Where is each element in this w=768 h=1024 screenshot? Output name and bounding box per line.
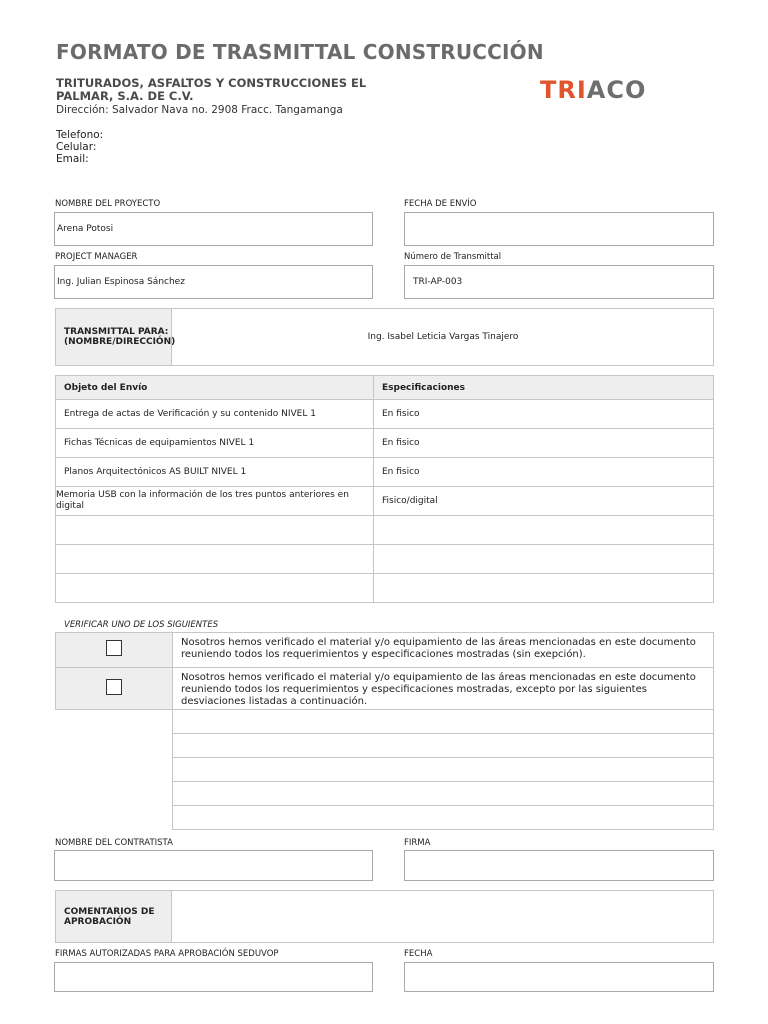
table-cell[interactable]: [56, 574, 374, 603]
verify-option-row-2: [56, 668, 714, 710]
table-row: [56, 574, 714, 603]
project-name-label: NOMBRE DEL PROYECTO: [55, 199, 161, 209]
table-row: [56, 487, 714, 516]
table-header-row: [56, 376, 714, 400]
email-label: Email:: [56, 153, 89, 165]
table-row: [56, 516, 714, 545]
deviation-spacer: [56, 710, 173, 734]
verification-table: [55, 632, 714, 830]
authorized-signatures-field[interactable]: [54, 962, 373, 992]
table-cell[interactable]: [374, 545, 714, 574]
deviation-spacer: [56, 758, 173, 782]
table-cell[interactable]: [374, 516, 714, 545]
deviation-row: [56, 710, 714, 734]
deviation-spacer: [56, 782, 173, 806]
table-cell[interactable]: En fisico: [374, 429, 714, 458]
page-title: FORMATO DE TRASMITTAL CONSTRUCCIÓN: [56, 40, 544, 64]
column-header-specs: Especificaciones: [374, 376, 714, 400]
deviation-spacer: [56, 806, 173, 830]
deviation-line-3[interactable]: [173, 758, 714, 782]
items-table: [55, 375, 714, 603]
deviation-row: [56, 758, 714, 782]
deviation-row: [56, 734, 714, 758]
project-manager-label: PROJECT MANAGER: [55, 252, 138, 262]
verify-checkbox-cell-1: [56, 633, 173, 668]
deviation-line-5[interactable]: [173, 806, 714, 830]
table-row: [56, 429, 714, 458]
verify-checkbox-2[interactable]: [106, 679, 122, 695]
signature-field[interactable]: [404, 850, 714, 881]
transmittal-to-field[interactable]: [172, 308, 714, 366]
approval-comments-label-line2: APROBACIÓN: [64, 916, 132, 927]
contractor-name-label: NOMBRE DEL CONTRATISTA: [55, 838, 173, 848]
table-cell[interactable]: Entrega de actas de Verificación y su contenido NIVEL 1: [56, 400, 374, 429]
company-name: [56, 77, 396, 103]
send-date-label: FECHA DE ENVÍO: [404, 199, 477, 209]
table-cell[interactable]: [56, 545, 374, 574]
table-cell[interactable]: Fisico/digital: [374, 487, 714, 516]
deviation-row: [56, 806, 714, 830]
project-name-field[interactable]: [54, 212, 373, 246]
table-cell[interactable]: En fisico: [374, 400, 714, 429]
transmittal-to-label-line2: (NOMBRE/DIRECCIÓN): [64, 337, 176, 347]
company-name-line2: PALMAR, S.A. DE C.V.: [56, 89, 194, 103]
deviation-spacer: [56, 734, 173, 758]
transmittal-number-value: TRI-AP-003: [413, 277, 463, 287]
deviation-line-4[interactable]: [173, 782, 714, 806]
table-row: [56, 458, 714, 487]
verify-option-1-text: Nosotros hemos verificado el material y/o equipamiento de las áreas mencionadas en este documento reuniendo todos los requerimientos y especificaciones mostradas (sin exepción).: [173, 633, 714, 668]
verify-checkbox-1[interactable]: [106, 640, 122, 656]
company-name-line1: TRITURADOS, ASFALTOS Y CONSTRUCCIONES EL: [56, 76, 367, 90]
company-address: Dirección: Salvador Nava no. 2908 Fracc. Tangamanga: [56, 104, 343, 116]
project-manager-value: Ing. Julian Espinosa Sánchez: [57, 277, 185, 287]
column-header-object: Objeto del Envío: [56, 376, 374, 400]
phone-label: Telefono:: [56, 129, 104, 141]
table-cell[interactable]: [374, 574, 714, 603]
transmittal-number-field[interactable]: [404, 265, 714, 299]
approval-comments-label-line1: COMENTARIOS DE: [64, 906, 155, 917]
table-row: [56, 400, 714, 429]
transmittal-to-label-line1: TRANSMITTAL PARA:: [64, 327, 169, 337]
logo-part-aco: ACO: [586, 76, 647, 104]
approval-comments-label: [55, 890, 172, 943]
table-cell[interactable]: Fichas Técnicas de equipamientos NIVEL 1: [56, 429, 374, 458]
table-cell[interactable]: En fisico: [374, 458, 714, 487]
transmittal-number-label: Número de Transmittal: [404, 252, 502, 262]
deviation-row: [56, 782, 714, 806]
verify-option-row-1: [56, 633, 714, 668]
contractor-name-field[interactable]: [54, 850, 373, 881]
approval-date-label: FECHA: [404, 949, 433, 959]
table-cell[interactable]: [56, 516, 374, 545]
verify-option-2-text: Nosotros hemos verificado el material y/o equipamiento de las áreas mencionadas en este documento reuniendo todos los requerimientos y especificaciones mostradas, excepto por las siguientes desviaciones listadas a continuación.: [173, 668, 714, 710]
project-manager-field[interactable]: [54, 265, 373, 299]
table-cell[interactable]: Planos Arquitectónicos AS BUILT NIVEL 1: [56, 458, 374, 487]
verify-label: VERIFICAR UNO DE LOS SIGUIENTES: [64, 620, 219, 630]
approval-date-field[interactable]: [404, 962, 714, 992]
table-cell[interactable]: Memoria USB con la información de los tres puntos anteriores en digital: [56, 487, 374, 516]
verify-checkbox-cell-2: [56, 668, 173, 710]
project-name-value: Arena Potosi: [57, 224, 114, 234]
authorized-signatures-label: FIRMAS AUTORIZADAS PARA APROBACIÓN SEDUVOP: [55, 949, 279, 959]
logo-part-tri: TRI: [540, 76, 587, 104]
signature-label: FIRMA: [404, 838, 431, 848]
transmittal-to-value: Ing. Isabel Leticia Vargas Tinajero: [367, 332, 519, 342]
triaco-logo: [540, 76, 646, 104]
approval-comments-field[interactable]: [172, 890, 714, 943]
table-row: [56, 545, 714, 574]
deviation-line-2[interactable]: [173, 734, 714, 758]
deviation-line-1[interactable]: [173, 710, 714, 734]
send-date-field[interactable]: [404, 212, 714, 246]
transmittal-to-label: [55, 308, 176, 366]
mobile-label: Celular:: [56, 141, 97, 153]
